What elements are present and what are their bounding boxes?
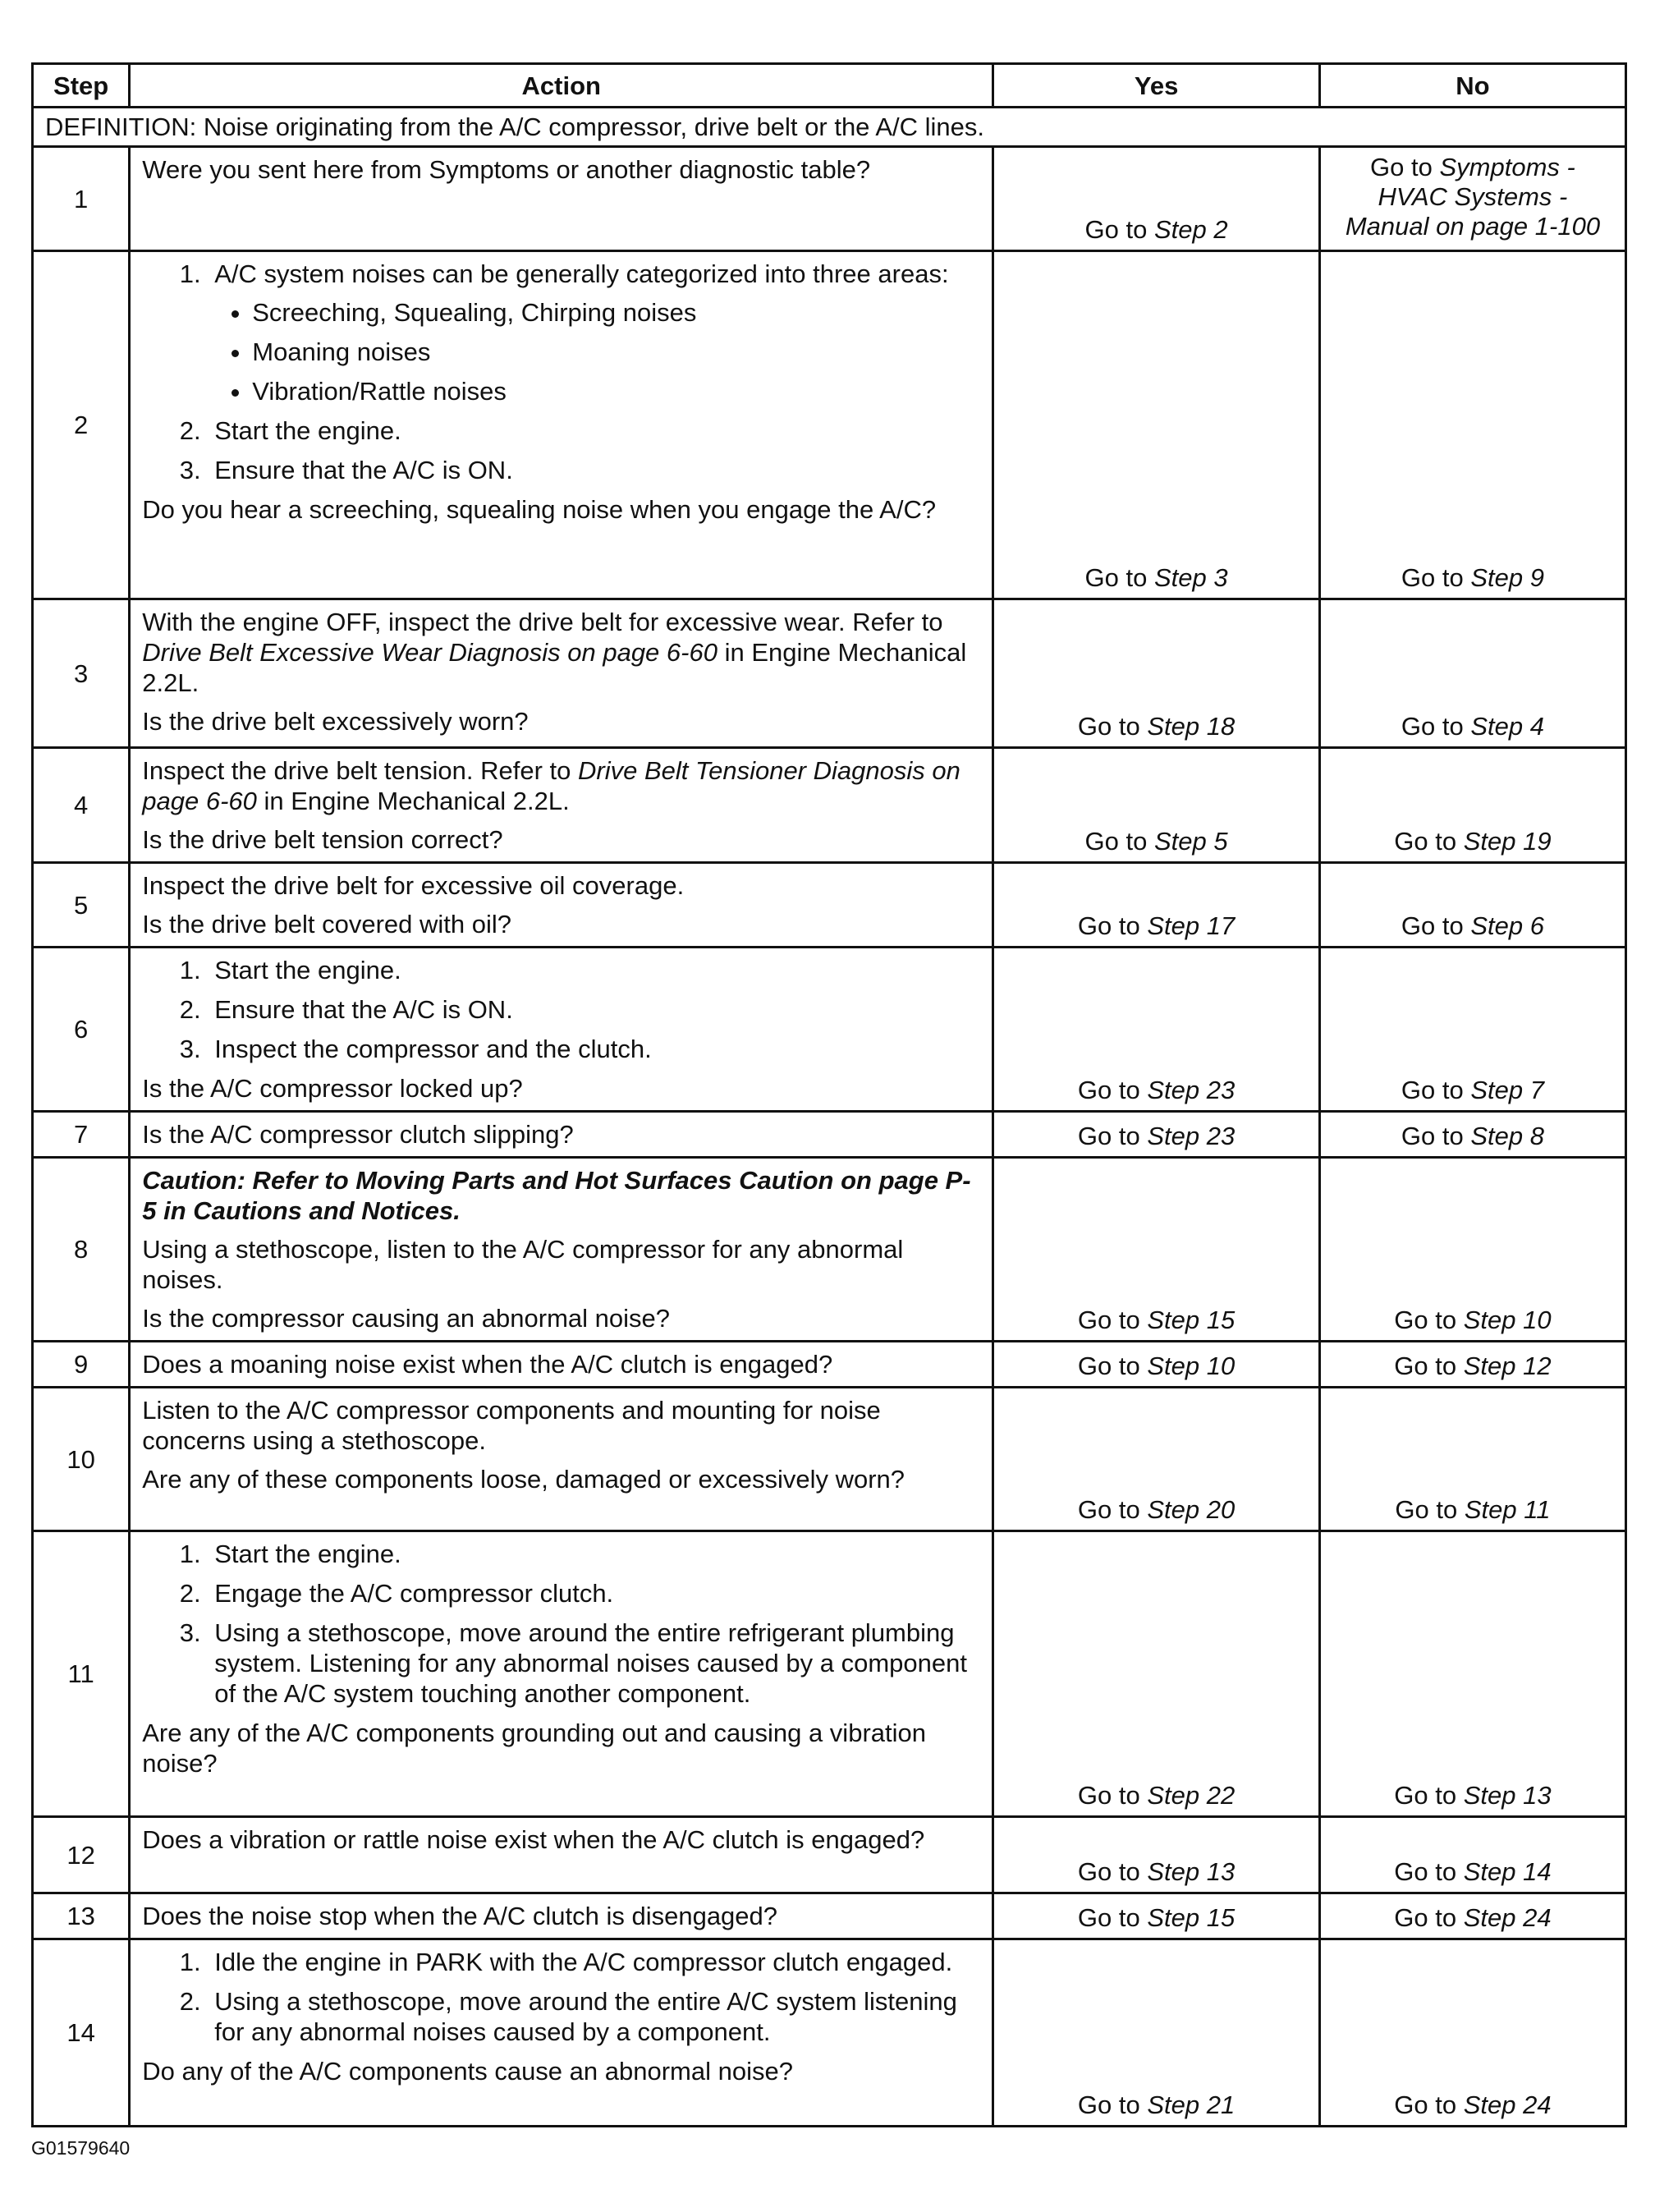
no-step-ref: Step 7 bbox=[1470, 1076, 1544, 1104]
action-instruction: Listen to the A/C compressor components and mounting for noise concerns using a stethoscope. bbox=[142, 1396, 881, 1455]
no-step-ref: Step 6 bbox=[1470, 911, 1544, 940]
no-step-ref: Step 24 bbox=[1463, 2090, 1552, 2119]
table-row bbox=[33, 599, 1626, 748]
action-question: Does a moaning noise exist when the A/C clutch is engaged? bbox=[142, 1350, 833, 1379]
table-row bbox=[33, 1158, 1626, 1342]
header-row bbox=[33, 64, 1626, 108]
procedure-item: 1. Start the engine. bbox=[208, 955, 980, 985]
yes-step-ref: Step 23 bbox=[1147, 1076, 1236, 1104]
yes-cell bbox=[993, 1893, 1320, 1939]
action-cell bbox=[130, 1112, 993, 1158]
action-question: Does the noise stop when the A/C clutch is disengaged? bbox=[142, 1902, 778, 1930]
header-action: Action bbox=[130, 64, 993, 108]
figure-id: G01579640 bbox=[31, 2137, 131, 2159]
procedure-item: 2. Engage the A/C compressor clutch. bbox=[208, 1578, 980, 1609]
step-number: 13 bbox=[33, 1893, 130, 1939]
diagnostic-table bbox=[31, 62, 1627, 2127]
action-cell bbox=[130, 1388, 993, 1531]
goto-label: Go to bbox=[1077, 1495, 1140, 1524]
goto-label: Go to bbox=[1077, 1857, 1140, 1886]
no-step-ref: Step 10 bbox=[1463, 1306, 1552, 1334]
yes-cell bbox=[993, 948, 1320, 1112]
step-number: 10 bbox=[33, 1388, 130, 1531]
action-question: Is the drive belt tension correct? bbox=[142, 825, 503, 854]
goto-label: Go to bbox=[1084, 827, 1148, 856]
instruction-text: in Engine Mechanical 2.2L. bbox=[264, 787, 570, 815]
symptoms-ref: Symptoms - bbox=[1439, 153, 1575, 181]
yes-step-ref: Step 3 bbox=[1154, 563, 1228, 592]
procedure-text: A/C system noises can be generally categorized into three areas: bbox=[214, 259, 949, 288]
action-question: Are any of these components loose, damaged or excessively worn? bbox=[142, 1465, 905, 1494]
procedure-item: 3. Inspect the compressor and the clutch. bbox=[208, 1034, 980, 1064]
no-cell bbox=[1319, 1388, 1625, 1531]
no-cell bbox=[1319, 1893, 1625, 1939]
action-cell bbox=[130, 599, 993, 748]
step-number: 9 bbox=[33, 1342, 130, 1388]
no-step-ref: Step 9 bbox=[1470, 563, 1544, 592]
goto-label: Go to bbox=[1401, 1076, 1464, 1104]
header-no: No bbox=[1319, 64, 1625, 108]
action-question: Do you hear a screeching, squealing noise when you engage the A/C? bbox=[142, 495, 937, 524]
goto-label: Go to bbox=[1394, 1903, 1457, 1932]
bullet-list bbox=[214, 297, 980, 406]
table-row bbox=[33, 748, 1626, 863]
table-row bbox=[33, 1342, 1626, 1388]
yes-step-ref: Step 10 bbox=[1147, 1352, 1236, 1380]
procedure-item bbox=[208, 259, 980, 406]
goto-label: Go to bbox=[1401, 1122, 1464, 1150]
reference-link: Drive Belt Tensioner Diagnosis on page 6-60 bbox=[142, 756, 960, 815]
goto-label: Go to bbox=[1077, 1781, 1140, 1810]
table-row bbox=[33, 251, 1626, 599]
goto-label: Go to bbox=[1077, 1903, 1140, 1932]
yes-cell bbox=[993, 147, 1320, 251]
procedure-list bbox=[142, 1947, 980, 2047]
action-question: Were you sent here from Symptoms or another diagnostic table? bbox=[142, 155, 871, 184]
yes-step-ref: Step 20 bbox=[1147, 1495, 1236, 1524]
yes-step-ref: Step 5 bbox=[1154, 827, 1228, 856]
action-cell bbox=[130, 1939, 993, 2127]
yes-cell bbox=[993, 1531, 1320, 1817]
step-number: 5 bbox=[33, 863, 130, 948]
action-cell bbox=[130, 1893, 993, 1939]
yes-cell bbox=[993, 1388, 1320, 1531]
procedure-item: 3. Ensure that the A/C is ON. bbox=[208, 455, 980, 485]
procedure-item: 2. Using a stethoscope, move around the entire A/C system listening for any abnormal noises caused by a component. bbox=[208, 1986, 980, 2047]
action-instruction: Inspect the drive belt for excessive oil coverage. bbox=[142, 871, 685, 900]
no-step-ref: Step 13 bbox=[1463, 1781, 1552, 1810]
action-question: Does a vibration or rattle noise exist when the A/C clutch is engaged? bbox=[142, 1825, 925, 1854]
procedure-list bbox=[142, 1539, 980, 1709]
action-question: Is the drive belt excessively worn? bbox=[142, 707, 529, 736]
action-question: Is the drive belt covered with oil? bbox=[142, 910, 511, 938]
table-row bbox=[33, 1112, 1626, 1158]
action-instruction bbox=[142, 607, 980, 698]
yes-step-ref: Step 15 bbox=[1147, 1306, 1236, 1334]
no-cell bbox=[1319, 147, 1625, 251]
action-question: Is the compressor causing an abnormal noise? bbox=[142, 1304, 670, 1333]
action-cell bbox=[130, 863, 993, 948]
action-instruction bbox=[142, 755, 980, 816]
instruction-text: Inspect the drive belt tension. Refer to bbox=[142, 756, 571, 785]
reference-link: Drive Belt Excessive Wear Diagnosis on page 6-60 bbox=[142, 638, 717, 667]
goto-label: Go to bbox=[1394, 827, 1457, 856]
action-cell bbox=[130, 1817, 993, 1893]
yes-step-ref: Step 21 bbox=[1147, 2090, 1236, 2119]
step-number: 3 bbox=[33, 599, 130, 748]
yes-cell bbox=[993, 251, 1320, 599]
action-instruction: Using a stethoscope, listen to the A/C compressor for any abnormal noises. bbox=[142, 1235, 904, 1294]
no-cell bbox=[1319, 1531, 1625, 1817]
action-cell bbox=[130, 147, 993, 251]
no-cell bbox=[1319, 863, 1625, 948]
action-question: Is the A/C compressor clutch slipping? bbox=[142, 1120, 574, 1149]
no-step-ref: Step 11 bbox=[1464, 1495, 1551, 1524]
goto-label: Go to bbox=[1077, 2090, 1140, 2119]
step-number: 7 bbox=[33, 1112, 130, 1158]
goto-label: Go to bbox=[1084, 215, 1148, 244]
procedure-item: 2. Start the engine. bbox=[208, 415, 980, 446]
no-cell bbox=[1319, 599, 1625, 748]
definition-row bbox=[33, 108, 1626, 147]
yes-cell bbox=[993, 1817, 1320, 1893]
no-step-ref: Step 8 bbox=[1470, 1122, 1544, 1150]
no-cell bbox=[1319, 251, 1625, 599]
action-question: Do any of the A/C components cause an abnormal noise? bbox=[142, 2057, 793, 2086]
no-cell bbox=[1319, 1817, 1625, 1893]
goto-label: Go to bbox=[1077, 1352, 1140, 1380]
yes-cell bbox=[993, 599, 1320, 748]
goto-label: Go to bbox=[1077, 1122, 1140, 1150]
goto-label: Go to bbox=[1394, 1781, 1457, 1810]
yes-step-ref: Step 23 bbox=[1147, 1122, 1236, 1150]
goto-label: Go to bbox=[1401, 712, 1464, 741]
action-question: Is the A/C compressor locked up? bbox=[142, 1074, 523, 1103]
table-row bbox=[33, 1893, 1626, 1939]
yes-cell bbox=[993, 863, 1320, 948]
yes-cell bbox=[993, 1112, 1320, 1158]
step-number: 8 bbox=[33, 1158, 130, 1342]
table-row bbox=[33, 1817, 1626, 1893]
yes-cell bbox=[993, 1342, 1320, 1388]
goto-label: Go to bbox=[1394, 2090, 1457, 2119]
step-number: 2 bbox=[33, 251, 130, 599]
no-symptoms-ref-line2: HVAC Systems - bbox=[1378, 182, 1568, 211]
step-number: 6 bbox=[33, 948, 130, 1112]
goto-label: Go to bbox=[1077, 712, 1140, 741]
goto-label: Go to bbox=[1077, 1306, 1140, 1334]
action-cell bbox=[130, 948, 993, 1112]
action-cell bbox=[130, 1158, 993, 1342]
procedure-item: 2. Ensure that the A/C is ON. bbox=[208, 994, 980, 1025]
no-symptoms-ref-line1 bbox=[1332, 153, 1613, 182]
table-row bbox=[33, 948, 1626, 1112]
no-step-ref: Step 19 bbox=[1463, 827, 1552, 856]
procedure-list bbox=[142, 259, 980, 485]
goto-label: Go to bbox=[1394, 1306, 1457, 1334]
action-cell bbox=[130, 748, 993, 863]
no-step-ref: Step 14 bbox=[1463, 1857, 1552, 1886]
yes-step-ref: Step 13 bbox=[1147, 1857, 1236, 1886]
yes-cell bbox=[993, 1939, 1320, 2127]
no-symptoms-ref-line3: Manual on page 1-100 bbox=[1345, 212, 1601, 241]
no-cell bbox=[1319, 1342, 1625, 1388]
action-cell bbox=[130, 1342, 993, 1388]
goto-label: Go to bbox=[1077, 911, 1140, 940]
step-number: 14 bbox=[33, 1939, 130, 2127]
procedure-item: 1. Start the engine. bbox=[208, 1539, 980, 1569]
step-number: 11 bbox=[33, 1531, 130, 1817]
header-step: Step bbox=[33, 64, 130, 108]
yes-step-ref: Step 15 bbox=[1147, 1903, 1236, 1932]
procedure-item: 3. Using a stethoscope, move around the entire refrigerant plumbing system. Listening for any abnormal noises caused by a component of the A/C system touching another component. bbox=[208, 1618, 980, 1709]
goto-label: Go to bbox=[1401, 911, 1464, 940]
table-row bbox=[33, 1388, 1626, 1531]
instruction-text: With the engine OFF, inspect the drive belt for excessive wear. Refer to bbox=[142, 608, 943, 636]
procedure-item: 1. Idle the engine in PARK with the A/C compressor clutch engaged. bbox=[208, 1947, 980, 1977]
instruction-text: in Engine Mechanical 2.2L. bbox=[142, 638, 967, 697]
yes-step-ref: Step 17 bbox=[1147, 911, 1236, 940]
step-number: 1 bbox=[33, 147, 130, 251]
header-yes: Yes bbox=[993, 64, 1320, 108]
caution-note: Caution: Refer to Moving Parts and Hot Surfaces Caution on page P-5 in Cautions and Notices. bbox=[142, 1166, 971, 1225]
yes-cell bbox=[993, 1158, 1320, 1342]
yes-step-ref: Step 18 bbox=[1147, 712, 1236, 741]
bullet-item: • Screeching, Squealing, Chirping noises bbox=[252, 297, 980, 328]
bullet-item: • Moaning noises bbox=[252, 337, 980, 367]
table-row bbox=[33, 1531, 1626, 1817]
goto-label: Go to bbox=[1401, 563, 1464, 592]
no-cell bbox=[1319, 948, 1625, 1112]
no-cell bbox=[1319, 1939, 1625, 2127]
bullet-item: • Vibration/Rattle noises bbox=[252, 376, 980, 406]
no-cell bbox=[1319, 1158, 1625, 1342]
action-cell bbox=[130, 1531, 993, 1817]
no-cell bbox=[1319, 1112, 1625, 1158]
yes-cell bbox=[993, 748, 1320, 863]
goto-label: Go to bbox=[1394, 1857, 1457, 1886]
step-number: 12 bbox=[33, 1817, 130, 1893]
yes-step-ref: Step 22 bbox=[1147, 1781, 1236, 1810]
definition-text: DEFINITION: Noise originating from the A/C compressor, drive belt or the A/C lines. bbox=[33, 108, 1626, 147]
table-row bbox=[33, 1939, 1626, 2127]
action-cell bbox=[130, 251, 993, 599]
no-step-ref: Step 4 bbox=[1470, 712, 1544, 741]
action-question: Are any of the A/C components grounding out and causing a vibration noise? bbox=[142, 1719, 926, 1778]
goto-label: Go to bbox=[1370, 153, 1440, 181]
no-cell bbox=[1319, 748, 1625, 863]
yes-step-ref: Step 2 bbox=[1154, 215, 1228, 244]
table-row bbox=[33, 147, 1626, 251]
no-step-ref: Step 24 bbox=[1463, 1903, 1552, 1932]
goto-label: Go to bbox=[1084, 563, 1148, 592]
step-number: 4 bbox=[33, 748, 130, 863]
table-row bbox=[33, 863, 1626, 948]
goto-label: Go to bbox=[1077, 1076, 1140, 1104]
goto-label: Go to bbox=[1395, 1495, 1458, 1524]
goto-label: Go to bbox=[1394, 1352, 1457, 1380]
procedure-list bbox=[142, 955, 980, 1064]
no-step-ref: Step 12 bbox=[1463, 1352, 1552, 1380]
